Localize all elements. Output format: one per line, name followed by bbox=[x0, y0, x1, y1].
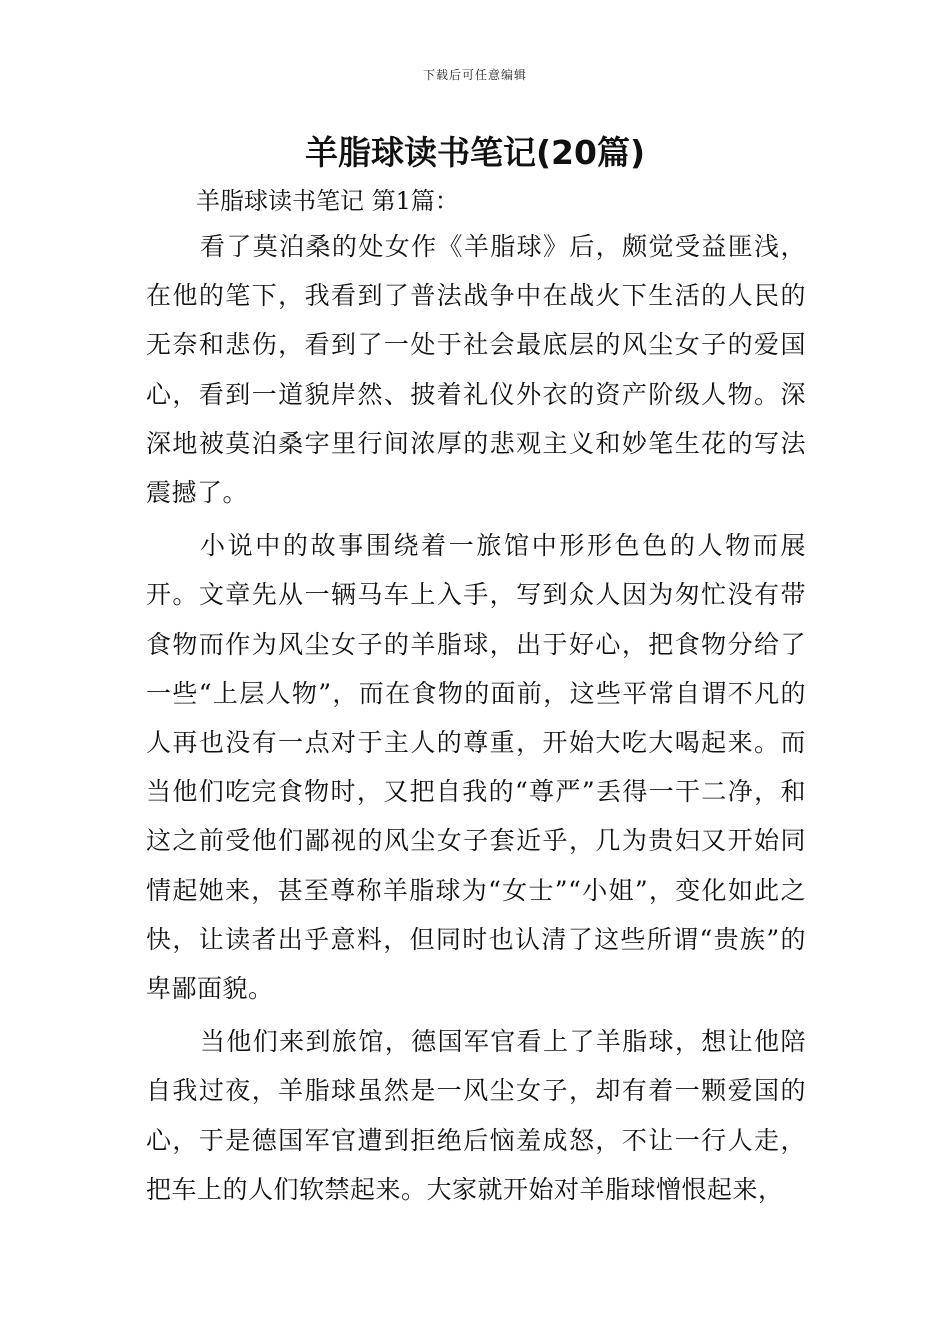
paragraph-2: 小说中的故事围绕着一旅馆中形形色色的人物而展开。文章先从一辆马车上入手，写到众人因为匆忙没有带食物而作为风尘女子的羊脂球，出于好心，把食物分给了一些“上层人物”，而在食物的面前，这些平常自谓不凡的人再也没有一点对于主人的尊重，开始大吃大喝起来。而当他们吃完食物时，又把自我的“尊严”丢得一干二净，和这之前受他们鄙视的风尘女子套近乎，几为贵妇又开始同情起她来，甚至尊称羊脂球为“女士”“小姐”，变化如此之快，让读者出乎意料，但同时也认清了这些所谓“贵族”的卑鄙面貌。 bbox=[146, 531, 806, 1004]
document-title: 羊脂球读书笔记(20篇) bbox=[304, 133, 646, 172]
paragraph-1: 看了莫泊桑的处女作《羊脂球》后，颇觉受益匪浅，在他的笔下，我看到了普法战争中在战火下生活的人民的无奈和悲伤，看到了一处于社会最底层的风尘女子的爱国心，看到一道貌岸然、披着礼仪外衣的资产阶级人物。深深地被莫泊桑字里行间浓厚的悲观主义和妙笔生花的写法震撼了。 bbox=[146, 232, 806, 508]
document-body bbox=[146, 222, 806, 1218]
paragraph-3: 当他们来到旅馆，德国军官看上了羊脂球，想让他陪自我过夜，羊脂球虽然是一风尘女子，却有着一颗爱国的心，于是德国军官遭到拒绝后恼羞成怒，不让一行人走，把车上的人们软禁起来。大家就开始对羊脂球憎恨起来， bbox=[146, 1027, 806, 1204]
header-note: 下载后可任意编辑 bbox=[422, 68, 527, 82]
section-heading: 羊脂球读书笔记 第1篇： bbox=[196, 187, 459, 215]
